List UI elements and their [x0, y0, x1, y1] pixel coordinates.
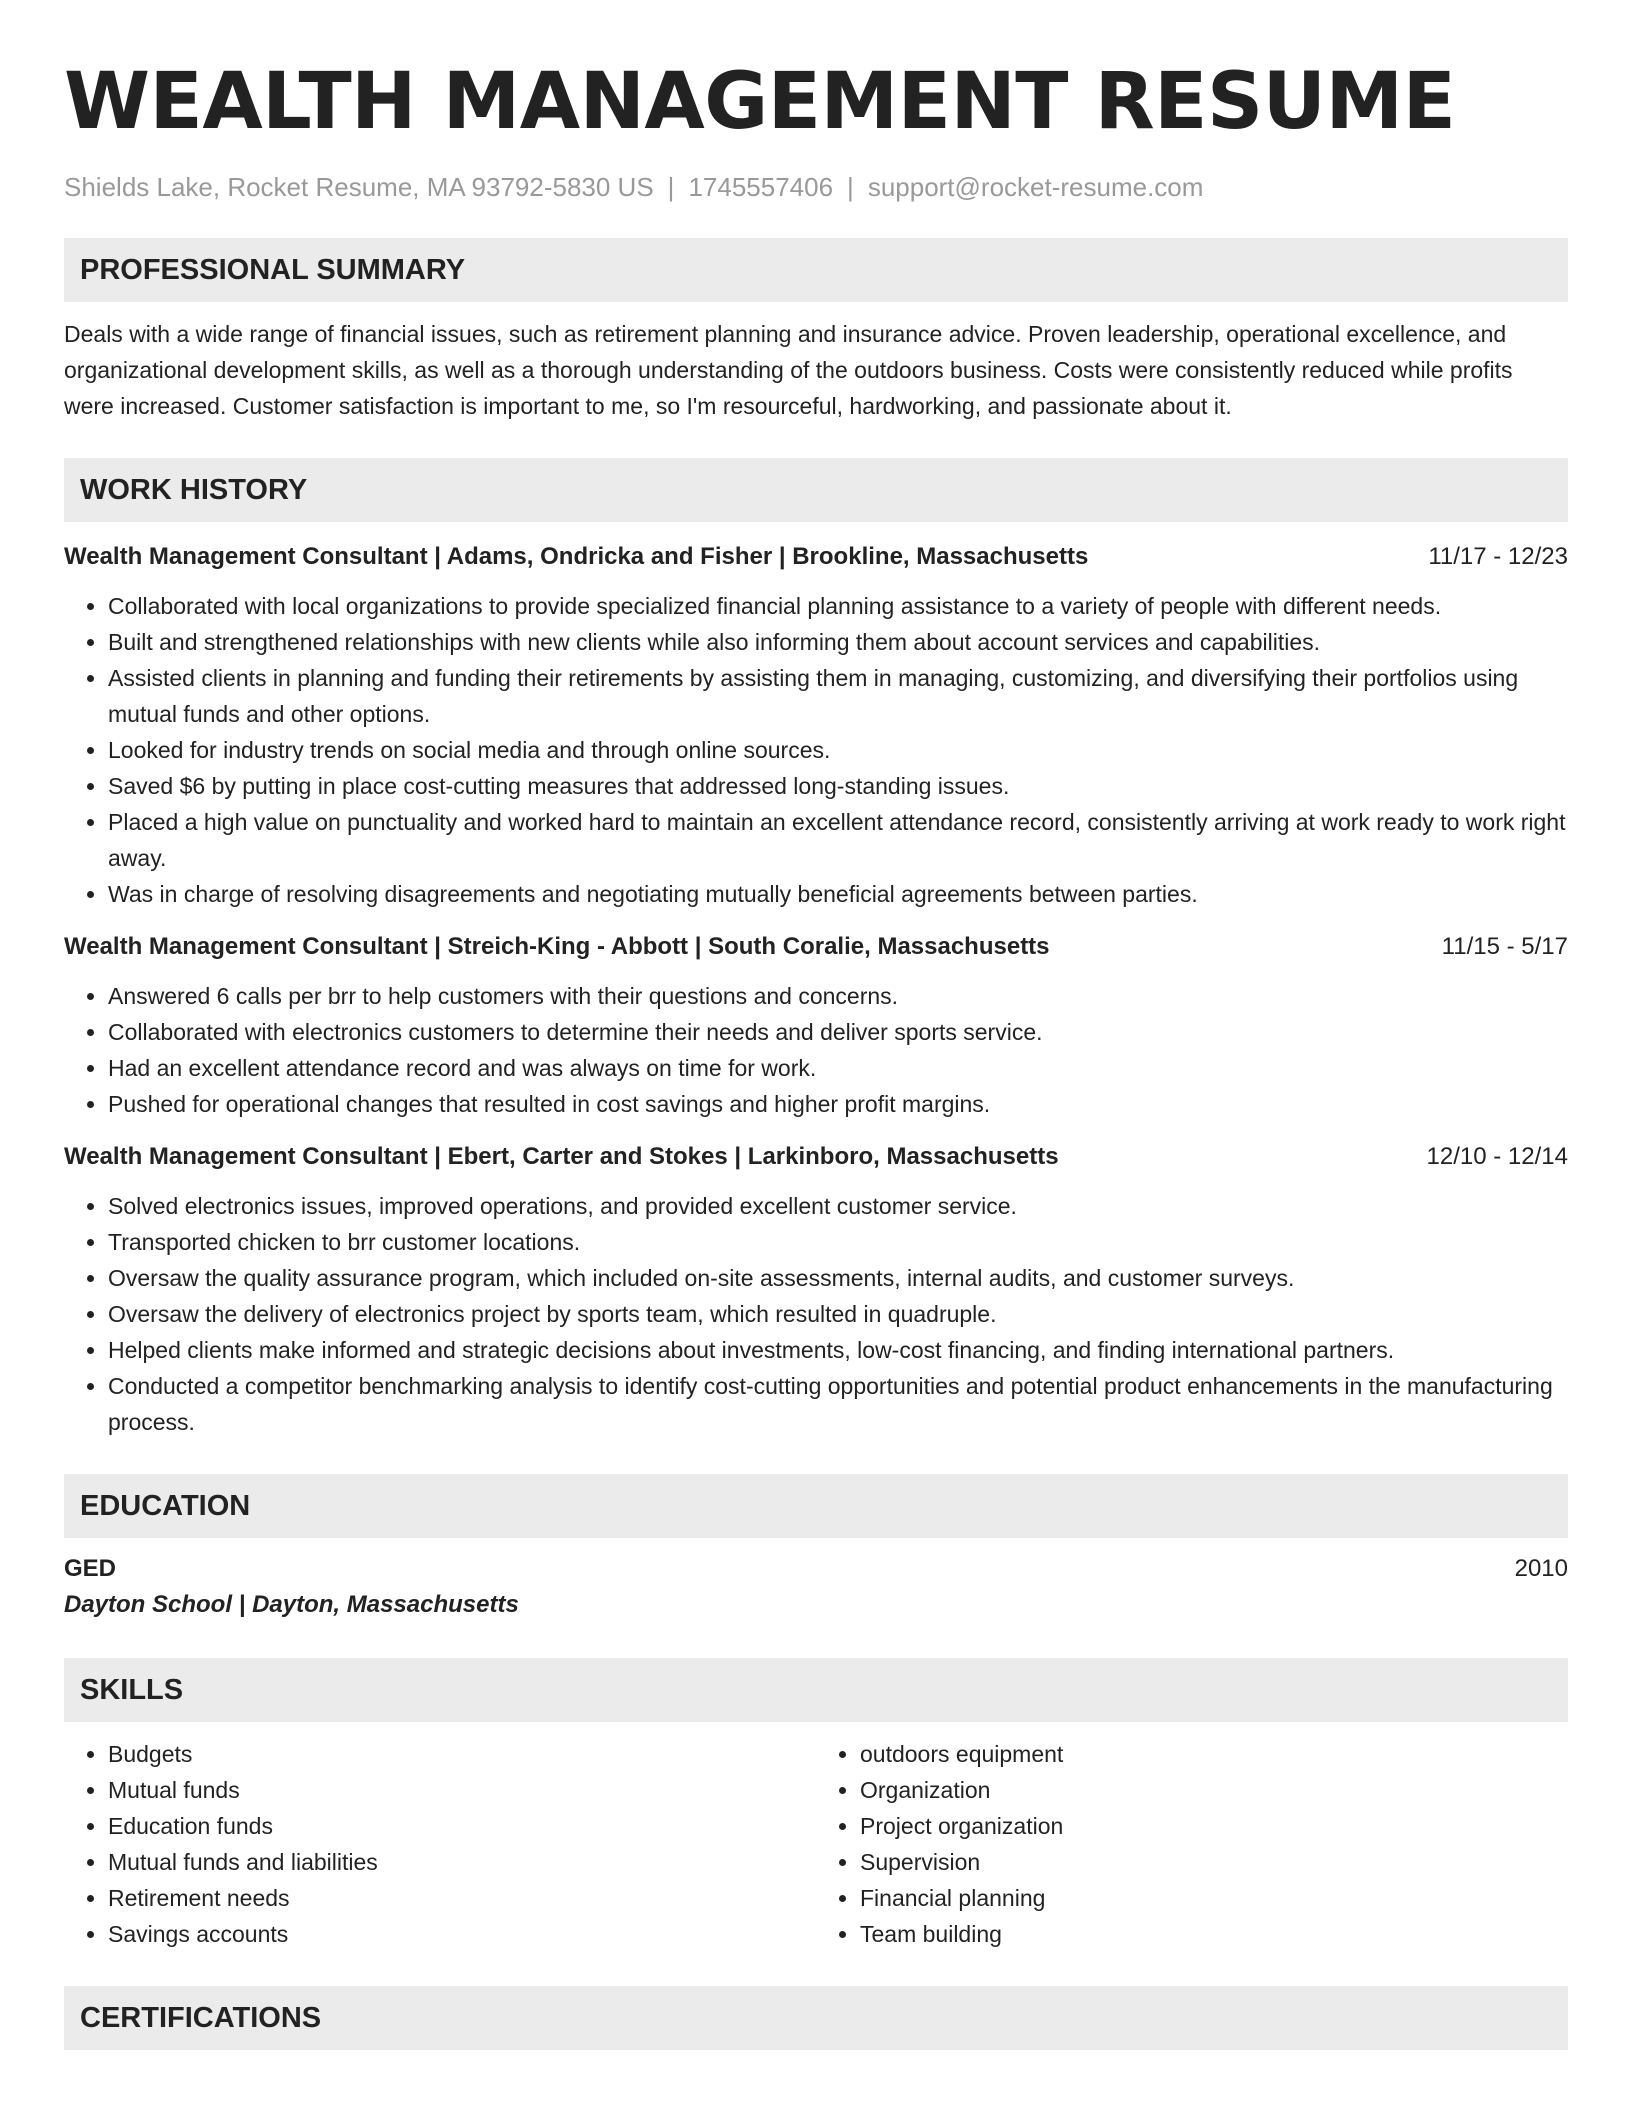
job-dates: 11/15 - 5/17: [1441, 933, 1568, 960]
job-bullet: • Placed a high value on punctuality and worked hard to maintain an excellent attendance record, consistently arriving at work ready to work right away.: [108, 804, 1568, 876]
job-bullet: • Solved electronics issues, improved operations, and provided excellent customer service.: [108, 1188, 1568, 1224]
job-bullet: • Oversaw the delivery of electronics project by sports team, which resulted in quadruple.: [108, 1296, 1568, 1332]
contact-email: support@rocket-resume.com: [867, 172, 1204, 202]
resume-title: WEALTH MANAGEMENT RESUME: [64, 57, 1456, 147]
summary-text: Deals with a wide range of financial issues, such as retirement planning and insurance advice. Proven leadership, operational excellence, and organizational development skills, as well as a thorough understanding of the outdoors business. Costs were consistently reduced while profits were increased. Customer satisfaction is important to me, so I'm resourceful, hardworking, and passionate about it.: [64, 321, 1513, 419]
education-header: [64, 1552, 1568, 1586]
contact-address: Shields Lake, Rocket Resume, MA 93792-5830 US: [64, 172, 654, 202]
job-bullet: • Pushed for operational changes that resulted in cost savings and higher profit margins.: [108, 1086, 1568, 1122]
section-heading-summary: PROFESSIONAL SUMMARY: [64, 238, 1568, 302]
skill-item: • Financial planning: [860, 1880, 1568, 1916]
job-bullet: • Conducted a competitor benchmarking analysis to identify cost-cutting opportunities and potential product enhancements in the manufacturing process.: [108, 1368, 1568, 1440]
skills-column-right: [816, 1736, 1568, 1952]
skill-item: • outdoors equipment: [860, 1736, 1568, 1772]
skill-item: • Team building: [860, 1916, 1568, 1952]
section-heading-education: EDUCATION: [64, 1474, 1568, 1538]
job-title: Wealth Management Consultant | Ebert, Carter and Stokes | Larkinboro, Massachusetts: [64, 1143, 1059, 1170]
job-bullet: • Oversaw the quality assurance program, which included on-site assessments, internal audits, and customer surveys.: [108, 1260, 1568, 1296]
job-bullet: • Collaborated with electronics customers to determine their needs and deliver sports service.: [108, 1014, 1568, 1050]
job-bullet: • Saved $6 by putting in place cost-cutting measures that addressed long-standing issues.: [108, 768, 1568, 804]
skill-item: • Savings accounts: [108, 1916, 816, 1952]
section-heading-certifications: CERTIFICATIONS: [64, 1986, 1568, 2050]
education-degree: GED: [64, 1555, 117, 1582]
skill-item: • Budgets: [108, 1736, 816, 1772]
job-title: Wealth Management Consultant | Streich-King - Abbott | South Coralie, Massachusetts: [64, 933, 1050, 960]
job-header: [64, 930, 1568, 964]
job-bullet: • Built and strengthened relationships with new clients while also informing them about account services and capabilities.: [108, 624, 1568, 660]
education-school: Dayton School | Dayton, Massachusetts: [64, 1591, 519, 1618]
job-bullet: • Assisted clients in planning and funding their retirements by assisting them in managing, customizing, and diversifying their portfolios using mutual funds and other options.: [108, 660, 1568, 732]
job-header: [64, 540, 1568, 574]
skill-item: • Organization: [860, 1772, 1568, 1808]
section-heading-work-history: WORK HISTORY: [64, 458, 1568, 522]
skills-grid: [64, 1736, 1568, 1952]
section-heading-skills: SKILLS: [64, 1658, 1568, 1722]
job-bullet: • Looked for industry trends on social media and through online sources.: [108, 732, 1568, 768]
job-title: Wealth Management Consultant | Adams, Ondricka and Fisher | Brookline, Massachusetts: [64, 543, 1089, 570]
job-bullet: • Helped clients make informed and strategic decisions about investments, low-cost financing, and finding international partners.: [108, 1332, 1568, 1368]
contact-separator: |: [847, 172, 854, 202]
contact-line: [64, 170, 1568, 204]
job-bullets: [64, 1188, 1568, 1440]
job-header: [64, 1140, 1568, 1174]
skill-item: • Mutual funds and liabilities: [108, 1844, 816, 1880]
job-dates: 12/10 - 12/14: [1426, 1143, 1568, 1170]
contact-phone: 1745557406: [688, 172, 834, 202]
skill-item: • Retirement needs: [108, 1880, 816, 1916]
skill-item: • Education funds: [108, 1808, 816, 1844]
skill-item: • Mutual funds: [108, 1772, 816, 1808]
job-bullet: • Collaborated with local organizations to provide specialized financial planning assistance to a variety of people with different needs.: [108, 588, 1568, 624]
education-entry: [64, 1552, 1568, 1624]
skill-item: • Project organization: [860, 1808, 1568, 1844]
job-dates: 11/17 - 12/23: [1428, 543, 1568, 570]
job-bullet: • Answered 6 calls per brr to help customers with their questions and concerns.: [108, 978, 1568, 1014]
job-entry: [64, 930, 1568, 1122]
job-bullet: • Was in charge of resolving disagreements and negotiating mutually beneficial agreements between parties.: [108, 876, 1568, 912]
job-entry: [64, 540, 1568, 912]
skill-item: • Supervision: [860, 1844, 1568, 1880]
education-year: 2010: [1514, 1555, 1568, 1582]
skills-column-left: [64, 1736, 816, 1952]
job-bullet: • Had an excellent attendance record and was always on time for work.: [108, 1050, 1568, 1086]
job-bullets: [64, 978, 1568, 1122]
contact-separator: |: [667, 172, 675, 202]
job-entry: [64, 1140, 1568, 1440]
job-bullets: [64, 588, 1568, 912]
job-bullet: • Transported chicken to brr customer locations.: [108, 1224, 1568, 1260]
